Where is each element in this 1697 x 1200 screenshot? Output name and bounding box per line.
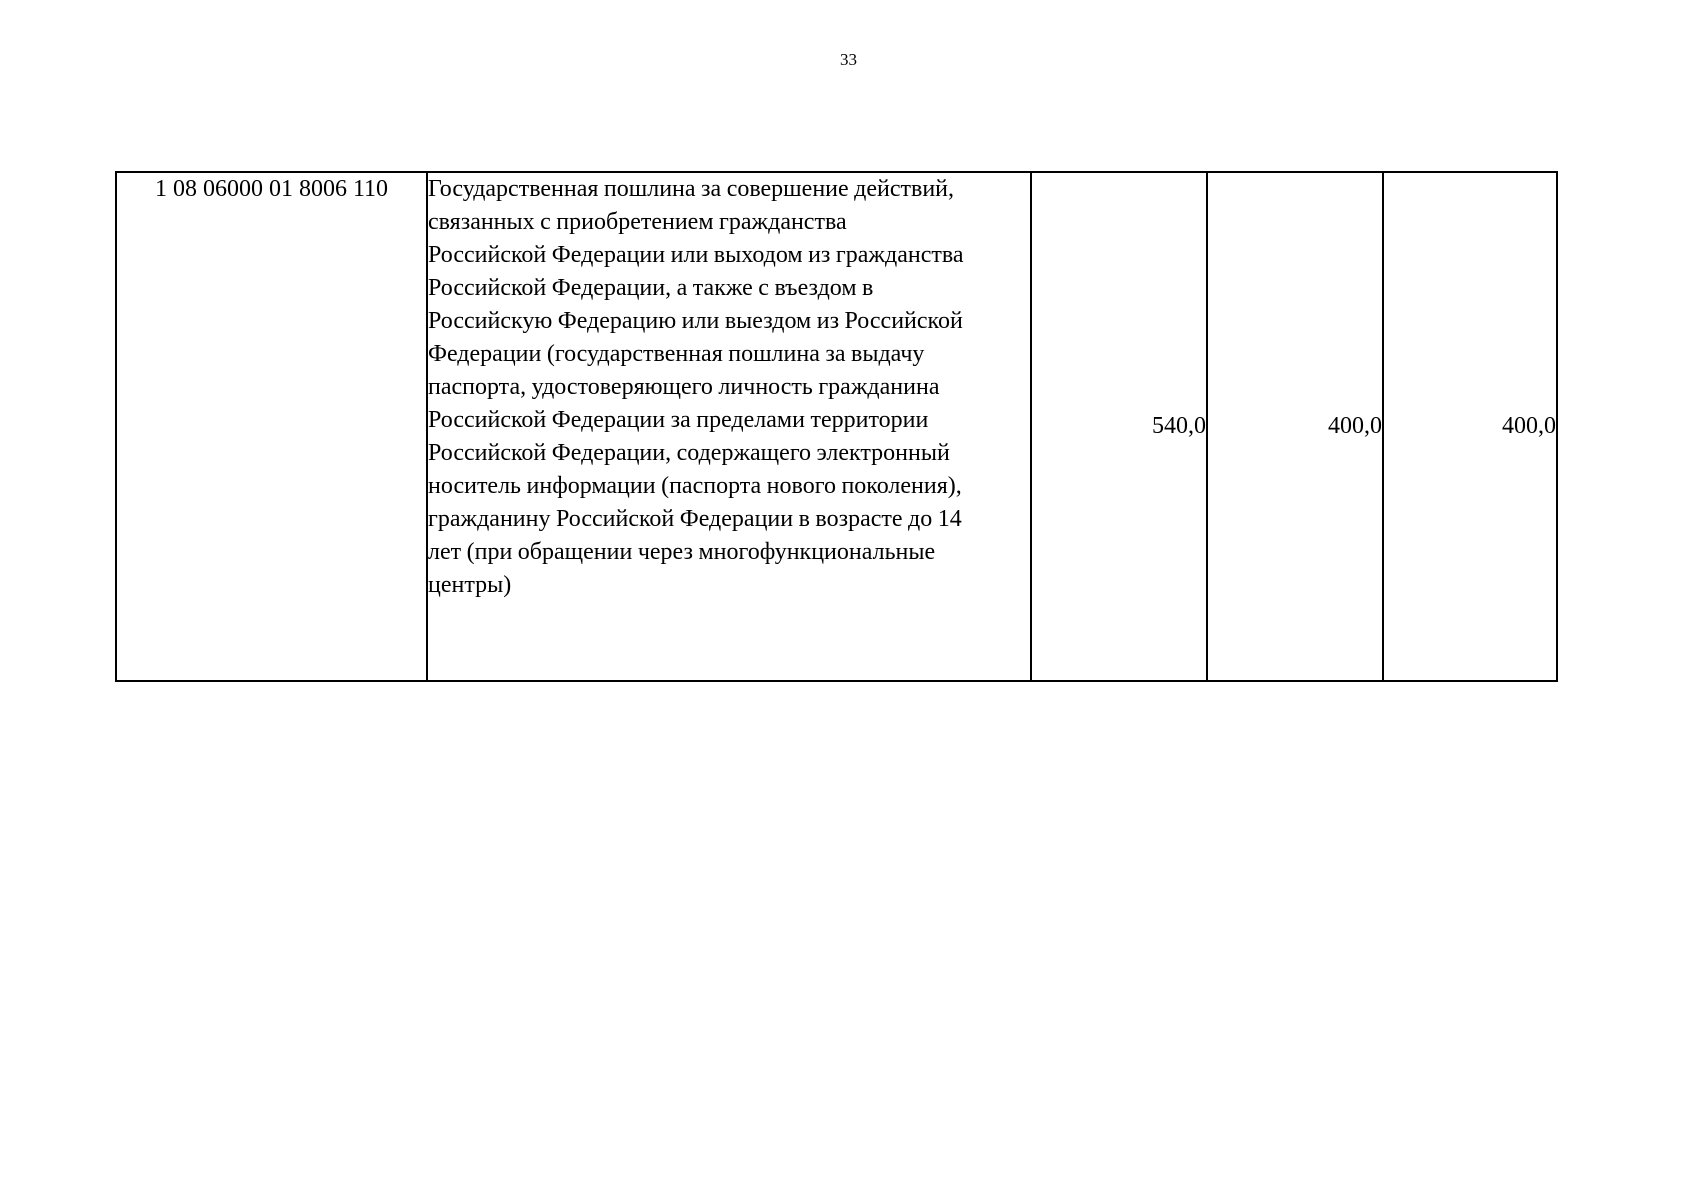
budget-table — [115, 171, 1558, 682]
description-line: гражданину Российской Федерации в возрасте до 14 — [428, 506, 962, 532]
description-line: Российской Федерации, содержащего электронный — [428, 440, 950, 466]
description-line: Федерации (государственная пошлина за выдачу — [428, 341, 925, 367]
amount-column-1: 540,0 — [1031, 172, 1207, 681]
description-line: носитель информации (паспорта нового поколения), — [428, 473, 962, 499]
description-line: Российской Федерации за пределами территории — [428, 407, 929, 433]
description-line: центры) — [428, 572, 512, 598]
table-row — [116, 172, 1557, 681]
description-line: Российской Федерации или выходом из гражданства — [428, 242, 964, 268]
page-number: 33 — [840, 50, 857, 69]
description-line: Российской Федерации, а также с въездом в — [428, 275, 874, 301]
description-line: связанных с приобретением гражданства — [428, 209, 847, 235]
description-line: Российскую Федерацию или выездом из Российской — [428, 308, 963, 334]
description-line: Государственная пошлина за совершение действий, — [428, 176, 955, 202]
description-line: паспорта, удостоверяющего личность гражданина — [428, 374, 940, 400]
amount-column-2: 400,0 — [1207, 172, 1383, 681]
budget-classification-code: 1 08 06000 01 8006 110 — [116, 172, 427, 681]
description-line: лет (при обращении через многофункциональные — [428, 539, 936, 565]
amount-column-3: 400,0 — [1383, 172, 1557, 681]
revenue-description — [427, 172, 1031, 681]
